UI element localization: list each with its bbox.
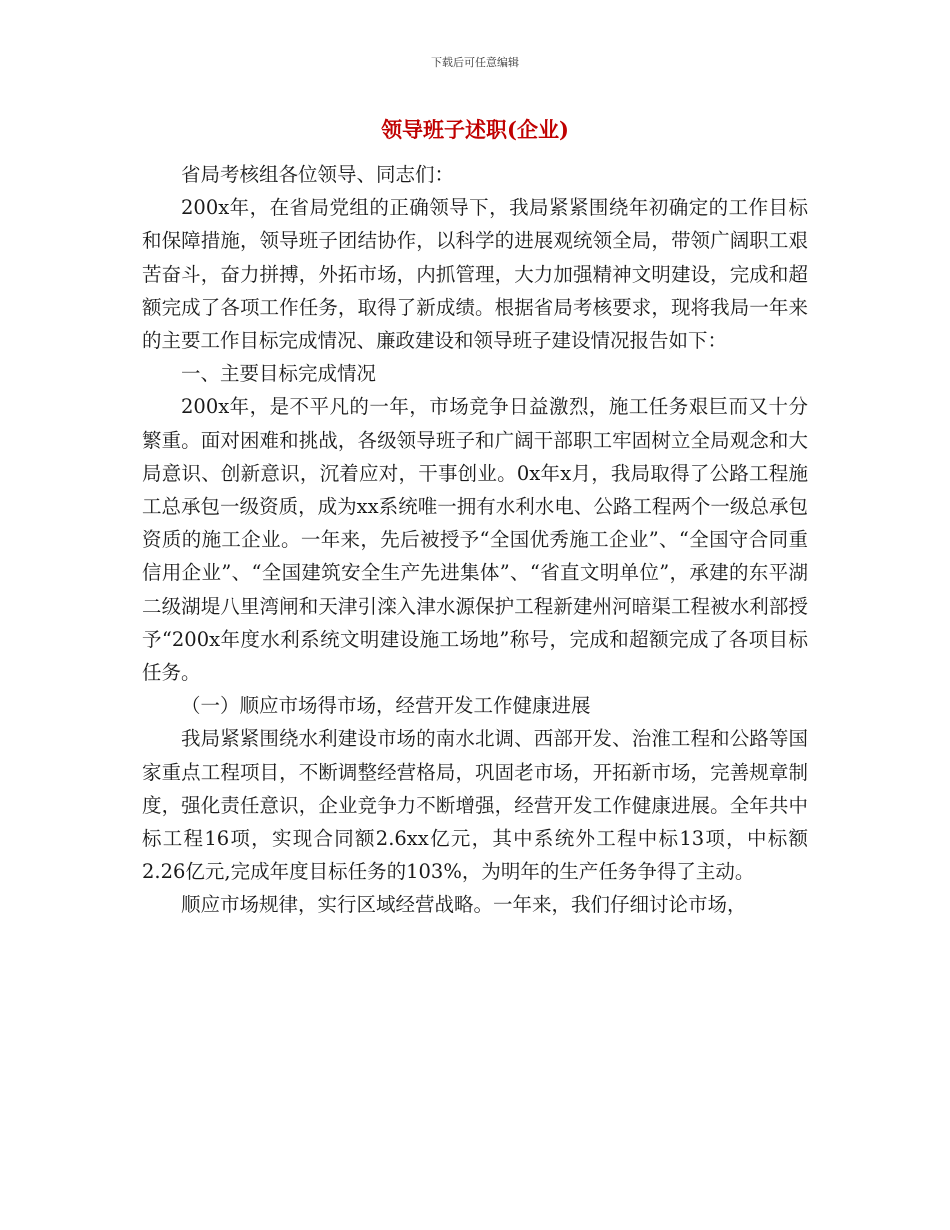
subsection-heading: （一）顺应市场得市场，经营开发工作健康进展 [181,694,591,718]
document-body [142,158,808,922]
section-heading: 一、主要目标完成情况 [181,362,377,386]
body-paragraph: 200x年，在省局党组的正确领导下，我局紧紧围绕年初确定的工作目标和保障措施，领导班子团结协作，以科学的进展观统领全局，带领广阔职工艰苦奋斗，奋力拼搏，外拓市场，内抓管理，大力加强精神文明建设，完成和超额完成了各项工作任务，取得了新成绩。根据省局考核要求，现将我局一年来的主要工作目标完成情况、廉政建设和领导班子建设情况报告如下： [142,196,808,353]
body-paragraph: 顺应市场规律，实行区域经营战略。一年来，我们仔细讨论市场， [181,893,747,917]
document-title: 领导班子述职(企业) [381,117,569,142]
header-note: 下载后可任意编辑 [431,56,519,69]
salutation-paragraph: 省局考核组各位领导、同志们： [181,163,455,186]
body-paragraph: 我局紧紧围绕水利建设市场的南水北调、西部开发、治淮工程和公路等国家重点工程项目，不断调整经营格局，巩固老市场，开拓新市场，完善规章制度，强化责任意识，企业竞争力不断增强，经营开发工作健康进展。全年共中标工程16项，实现合同额2.6xx亿元，其中系统外工程中标13项，中标额2.26亿元,完成年度目标任务的103%，为明年的生产任务争得了主动。 [142,727,808,884]
body-paragraph: 200x年，是不平凡的一年，市场竞争日益激烈，施工任务艰巨而又十分繁重。面对困难和挑战，各级领导班子和广阔干部职工牢固树立全局观念和大局意识、创新意识，沉着应对，干事创业。0x年x月，我局取得了公路工程施工总承包一级资质，成为xx系统唯一拥有水利水电、公路工程两个一级总承包资质的施工企业。一年来，先后被授予“全国优秀施工企业”、“全国守合同重信用企业”、“全国建筑安全生产先进集体”、“省直文明单位”，承建的东平湖二级湖堤八里湾闸和天津引滦入津水源保护工程新建州河暗渠工程被水利部授予“200x年度水利系统文明建设施工场地”称号，完成和超额完成了各项目标任务。 [142,395,808,685]
